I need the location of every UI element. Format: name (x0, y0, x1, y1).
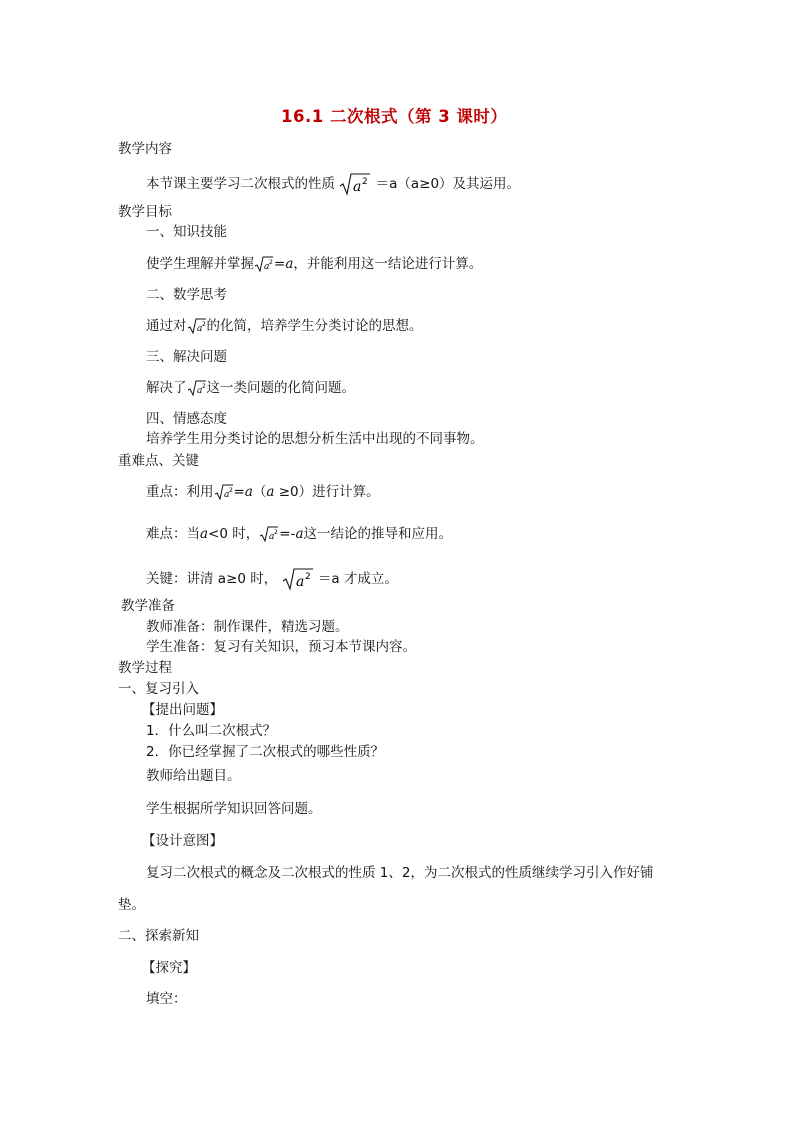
svg-text:2: 2 (304, 572, 311, 582)
var-a: a (200, 526, 209, 542)
students-answer: 学生根据所学知识回答问题。 (146, 801, 322, 817)
sqrt-a-squared-icon (259, 526, 279, 542)
heading-design-intent: 【设计意图】 (142, 833, 223, 849)
crux-text-after: ＝a 才成立。 (317, 571, 398, 587)
svg-text:2: 2 (269, 259, 273, 266)
heading-emotion-attitude: 四、情感态度 (146, 411, 227, 427)
teacher-prep: 教师准备：制作课件，精选习题。 (146, 619, 349, 635)
part-explore-new: 二、探索新知 (118, 928, 199, 944)
problem-paragraph (146, 379, 355, 397)
sqrt-a-squared-icon (187, 380, 207, 396)
key-text-before: 重点：利用 (146, 484, 214, 500)
key-text-after: ≥0）进行计算。 (274, 484, 380, 500)
diff-text-mid: <0 时， (208, 526, 260, 542)
content-paragraph (146, 172, 520, 196)
svg-text:a: a (196, 386, 202, 396)
knowledge-text-after: ，并能利用这一结论进行计算。 (293, 256, 483, 272)
design-line-2: 垫。 (118, 897, 145, 913)
var-a: a (295, 526, 304, 542)
thinking-paragraph (146, 317, 423, 335)
equals-minus: =- (279, 526, 296, 542)
svg-text:a: a (295, 574, 304, 590)
crux-text-before: 关键：讲清 a≥0 时， (146, 571, 278, 587)
fill-blank: 填空： (146, 991, 187, 1007)
sqrt-a-squared-icon (187, 318, 207, 334)
knowledge-text-before: 使学生理解并掌握 (146, 256, 254, 272)
svg-text:a: a (196, 324, 202, 334)
document-title: 16.1 二次根式（第 3 课时） (281, 107, 508, 126)
exponent-2: 2 (362, 177, 369, 187)
question-1: 1．什么叫二次根式？ (146, 723, 277, 739)
sqrt-a-squared-large (282, 567, 314, 591)
student-prep: 学生准备：复习有关知识，预习本节课内容。 (146, 639, 416, 655)
equals-sign: = (233, 484, 245, 500)
sqrt-a-squared-icon (214, 484, 234, 500)
svg-text:a: a (269, 532, 275, 542)
question-2: 2．你已经掌握了二次根式的哪些性质？ (146, 744, 385, 760)
equals-sign: = (274, 256, 286, 272)
difficulty-paragraph (146, 525, 452, 543)
var-a: a (244, 484, 253, 500)
heading-raise-question: 【提出问题】 (142, 702, 223, 718)
emotion-paragraph: 培养学生用分类讨论的思想分析生活中出现的不同事物。 (146, 431, 484, 447)
problem-text-before: 解决了 (146, 380, 187, 396)
heading-preparation: 教学准备 (121, 598, 175, 614)
svg-text:a: a (264, 262, 270, 272)
diff-text-after: 这一结论的推导和应用。 (303, 526, 453, 542)
knowledge-paragraph (146, 255, 482, 273)
heading-math-thinking: 二、数学思考 (146, 287, 227, 303)
content-text-before: 本节课主要学习二次根式的性质 (146, 176, 335, 192)
teacher-gives: 教师给出题目。 (146, 768, 241, 784)
heading-explore: 【探究】 (142, 960, 196, 976)
part-review-intro: 一、复习引入 (118, 681, 199, 697)
heading-key-difficult: 重难点、关键 (118, 453, 199, 469)
heading-teaching-content: 教学内容 (118, 141, 172, 157)
svg-text:2: 2 (201, 383, 206, 390)
svg-text:a: a (223, 490, 229, 500)
problem-text-after: 这一类问题的化简问题。 (206, 380, 355, 396)
heading-problem-solving: 三、解决问题 (146, 349, 227, 365)
heading-teaching-process: 教学过程 (118, 660, 172, 676)
svg-text:2: 2 (228, 487, 233, 494)
heading-teaching-goals: 教学目标 (118, 204, 172, 220)
sqrt-a-squared-large (339, 172, 371, 196)
svg-text:2: 2 (201, 321, 206, 328)
svg-text:2: 2 (274, 529, 279, 536)
var-a: a (266, 484, 275, 500)
paren-open: （ (252, 484, 267, 500)
var-a: a (285, 256, 294, 272)
thinking-text-after: 的化简，培养学生分类讨论的思想。 (206, 318, 423, 334)
heading-knowledge-skills: 一、知识技能 (146, 224, 227, 240)
key-point-paragraph (146, 483, 380, 501)
thinking-text-before: 通过对 (146, 318, 187, 334)
content-text-after: ＝a（a≥0）及其运用。 (375, 176, 521, 192)
design-line-1: 复习二次根式的概念及二次根式的性质 1、2，为二次根式的性质继续学习引入作好铺 (146, 865, 654, 881)
crux-paragraph (146, 567, 398, 591)
radicand-a: a (353, 179, 362, 195)
diff-text-before: 难点：当 (146, 526, 200, 542)
sqrt-a-squared-icon (254, 256, 274, 272)
